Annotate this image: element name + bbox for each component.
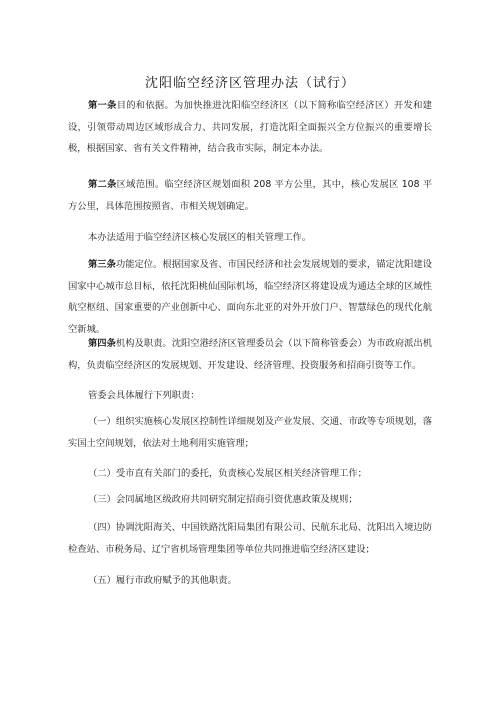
article-text: 机构及职责。沈阳空港经济区管理委员会（以下简称管委会）为市政府派出机构，负责临空经济区的发展规划、开发建设、经济管理、投资服务和招商引资等工作。 bbox=[68, 338, 433, 371]
article-label: 第一条 bbox=[88, 100, 117, 111]
article-label: 第三条 bbox=[88, 259, 116, 270]
article-2 bbox=[68, 174, 432, 217]
duty-item-4 bbox=[68, 517, 432, 560]
article-text: 功能定位。根据国家及省、市国民经济和社会发展规划的要求，锚定沈阳建设国家中心城市总目标，依托沈阳桃仙国际机场，临空经济区将建设成为通达全球的区域性航空枢纽、国家重要的产业创新中心、面向东北亚的对外开放门户、智慧绿色的现代化航空新城。 bbox=[68, 259, 433, 335]
duty-item-5 bbox=[68, 570, 432, 592]
article-text: 区域范围。临空经济区规划面积 208 平方公里，其中，核心发展区 108 平方公里，具体范围按照省、市相关规划确定。 bbox=[68, 179, 432, 212]
article-label: 第四条 bbox=[88, 338, 116, 349]
article-4 bbox=[68, 333, 432, 376]
paragraph-scope bbox=[68, 227, 432, 249]
duty-text: （二）受市直有关部门的委托，负责核心发展区相关经济管理工作； bbox=[88, 468, 367, 479]
duty-item-1 bbox=[68, 411, 432, 454]
article-text: 目的和依据。为加快推进沈阳临空经济区（以下简称临空经济区）开发和建设，引领带动周边区域形成合力、共同发展，打造沈阳全面振兴全方位振兴的重要增长极，根据国家、省有关文件精神，结合我市实际，制定本办法。 bbox=[68, 100, 432, 154]
duty-item-2 bbox=[68, 463, 432, 485]
paragraph-duties-intro bbox=[68, 385, 432, 407]
duty-text: （三）会同属地区级政府共同研究制定招商引资优惠政策及规则； bbox=[88, 494, 358, 505]
document-title: 沈阳临空经济区管理办法（试行） bbox=[144, 76, 355, 91]
paragraph-text: 本办法适用于临空经济区核心发展区的相关管理工作。 bbox=[88, 232, 312, 243]
paragraph-text: 管委会具体履行下列职责： bbox=[88, 390, 200, 401]
article-3 bbox=[68, 254, 432, 340]
duty-text: （四）协调沈阳海关、中国铁路沈阳局集团有限公司、民航东北局、沈阳出入境边防检查站、市税务局、辽宁省机场管理集团等单位共同推进临空经济区建设； bbox=[68, 522, 432, 555]
duty-text: （一）组织实施核心发展区控制性详细规划及产业发展、交通、市政等专项规划，落实国土空间规划，依法对土地利用实施管理； bbox=[68, 416, 432, 449]
duty-text: （五）履行市政府赋予的其他职责。 bbox=[88, 575, 237, 586]
article-1 bbox=[68, 95, 432, 160]
duty-item-3 bbox=[68, 489, 432, 511]
article-label: 第二条 bbox=[88, 179, 117, 190]
